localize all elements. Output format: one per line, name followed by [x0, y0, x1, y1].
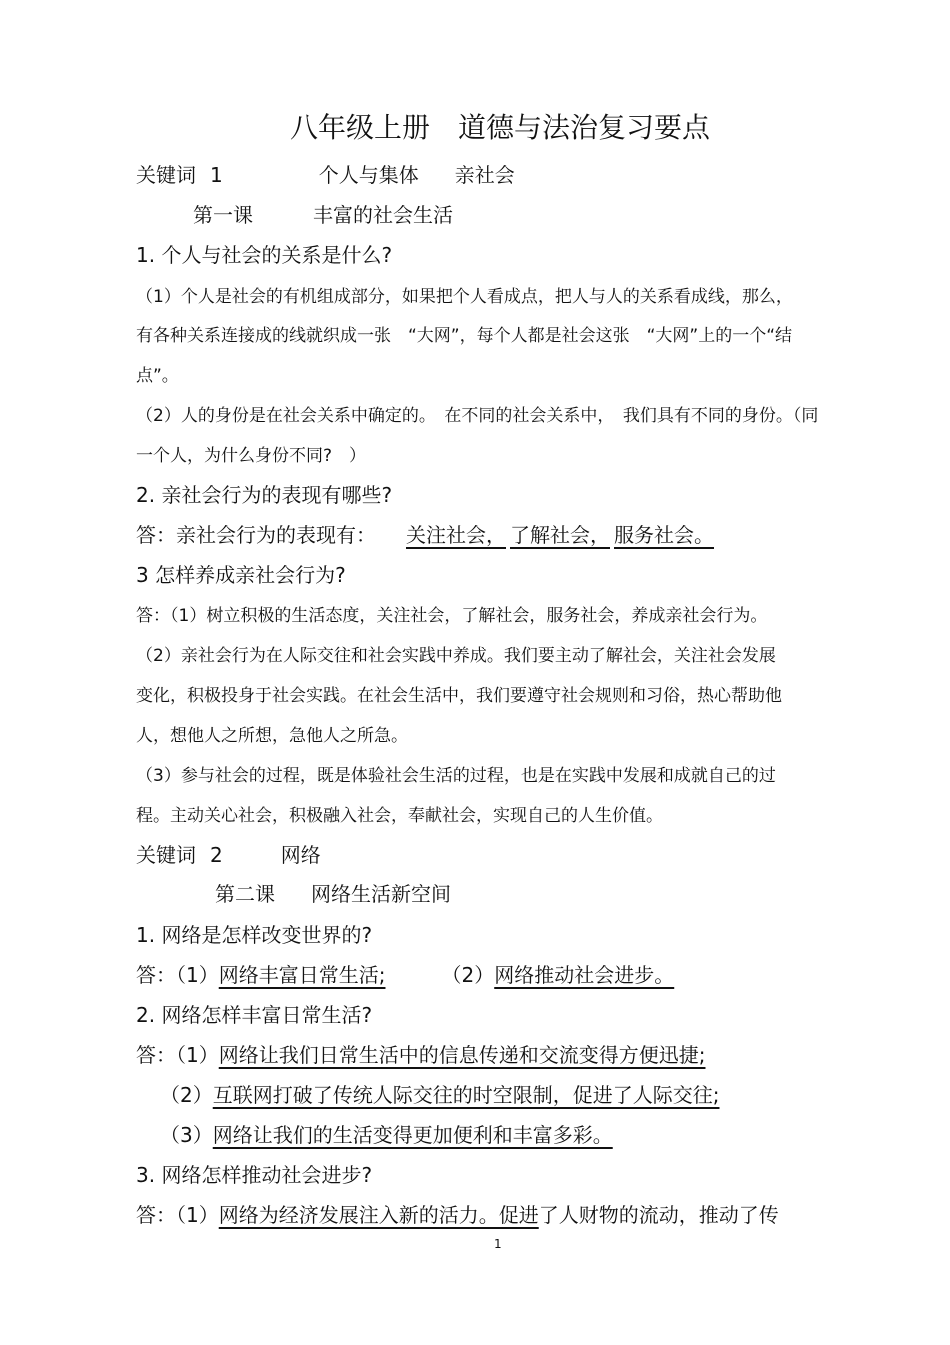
page-title: 八年级上册 道德与法治复习要点 [290, 111, 711, 144]
answer-line: 程。主动关心社会，积极融入社会，奉献社会，实现自己的人生价值。 [136, 806, 663, 826]
answer-prefix: （2） [160, 1083, 213, 1107]
answer-prefix: 答：亲社会行为的表现有： [136, 523, 376, 547]
answer-line: 人，想他人之所想，急他人之所急。 [136, 726, 408, 746]
question: 2. 亲社会行为的表现有哪些? [136, 483, 393, 507]
underlined-answer: 网络为经济发展注入新的活力。促进 [218, 1203, 539, 1227]
lesson-label: 第二课 [215, 882, 275, 906]
underlined-answer: 网络让我们日常生活中的信息传递和交流变得方便迅捷; [218, 1043, 706, 1067]
answer-line: 一个人，为什么身份不同? ） [136, 446, 367, 466]
lesson-heading-1 [193, 205, 453, 225]
question: 1. 网络是怎样改变世界的? [136, 923, 373, 947]
answer-line: （3）参与社会的过程，既是体验社会生活的过程，也是在实践中发展和成就自己的过 [136, 766, 776, 786]
answer-line: （2）亲社会行为在人际交往和社会实践中养成。我们要主动了解社会，关注社会发展 [136, 646, 776, 666]
lesson-name: 网络生活新空间 [311, 882, 451, 906]
answer-line: （2）人的身份是在社会关系中确定的。 在不同的社会关系中， 我们具有不同的身份。（同 [136, 406, 819, 426]
answer-line: 变化，积极投身于社会实践。在社会生活中，我们要遵守社会规则和习俗，热心帮助他 [136, 686, 782, 706]
keyword-label: 关键词 [136, 163, 196, 187]
underlined-answer: 网络推动社会进步。 [494, 963, 675, 987]
answer-line [136, 1045, 705, 1065]
lesson-label: 第一课 [193, 203, 253, 227]
underlined-answer: 互联网打破了传统人际交往的时空限制，促进了人际交往; [212, 1083, 720, 1107]
answer-text: 了人财物的流动，推动了传 [538, 1203, 779, 1227]
answer-line [136, 525, 714, 545]
answer-prefix: 答：（1） [136, 1203, 219, 1227]
answer-line [160, 1085, 719, 1105]
keyword-label: 关键词 [136, 843, 196, 867]
underlined-answer: 了解社会， [510, 523, 610, 547]
question: 3 怎样养成亲社会行为? [136, 563, 346, 587]
page-number: 1 [494, 1237, 502, 1251]
answer-line: 点”。 [136, 366, 179, 386]
keyword-topic: 个人与集体 [318, 163, 419, 187]
answer-prefix: 答：（1） [136, 963, 219, 987]
answer-line: （1）个人是社会的有机组成部分，如果把个人看成点，把人与人的关系看成线，那么， [136, 287, 793, 307]
answer-line: 有各种关系连接成的线就织成一张 “大网”，每个人都是社会这张 “大网”上的一个“结 [136, 326, 793, 346]
question: 2. 网络怎样丰富日常生活? [136, 1003, 373, 1027]
underlined-answer: 网络丰富日常生活; [218, 963, 386, 987]
keyword-number: 2 [210, 843, 223, 867]
answer-prefix: 答：（1） [136, 1043, 219, 1067]
keyword-number: 1 [210, 163, 223, 187]
keyword-topic: 亲社会 [454, 163, 515, 187]
keyword-heading-1 [136, 165, 515, 185]
lesson-name: 丰富的社会生活 [313, 203, 453, 227]
underlined-answer: 服务社会。 [614, 523, 714, 547]
answer-line [160, 1125, 613, 1145]
question: 3. 网络怎样推动社会进步? [136, 1163, 373, 1187]
question: 1. 个人与社会的关系是什么? [136, 243, 393, 267]
answer-line: 答：（1）树立积极的生活态度，关注社会，了解社会，服务社会，养成亲社会行为。 [136, 606, 768, 626]
answer-prefix: （3） [160, 1123, 213, 1147]
underlined-answer: 关注社会， [406, 523, 506, 547]
lesson-heading-2 [215, 884, 451, 904]
answer-line [136, 965, 674, 985]
answer-line [136, 1205, 779, 1225]
keyword-heading-2 [136, 845, 321, 865]
answer-prefix: （2） [441, 963, 495, 987]
keyword-topic: 网络 [280, 843, 321, 867]
underlined-answer: 网络让我们的生活变得更加便利和丰富多彩。 [212, 1123, 613, 1147]
